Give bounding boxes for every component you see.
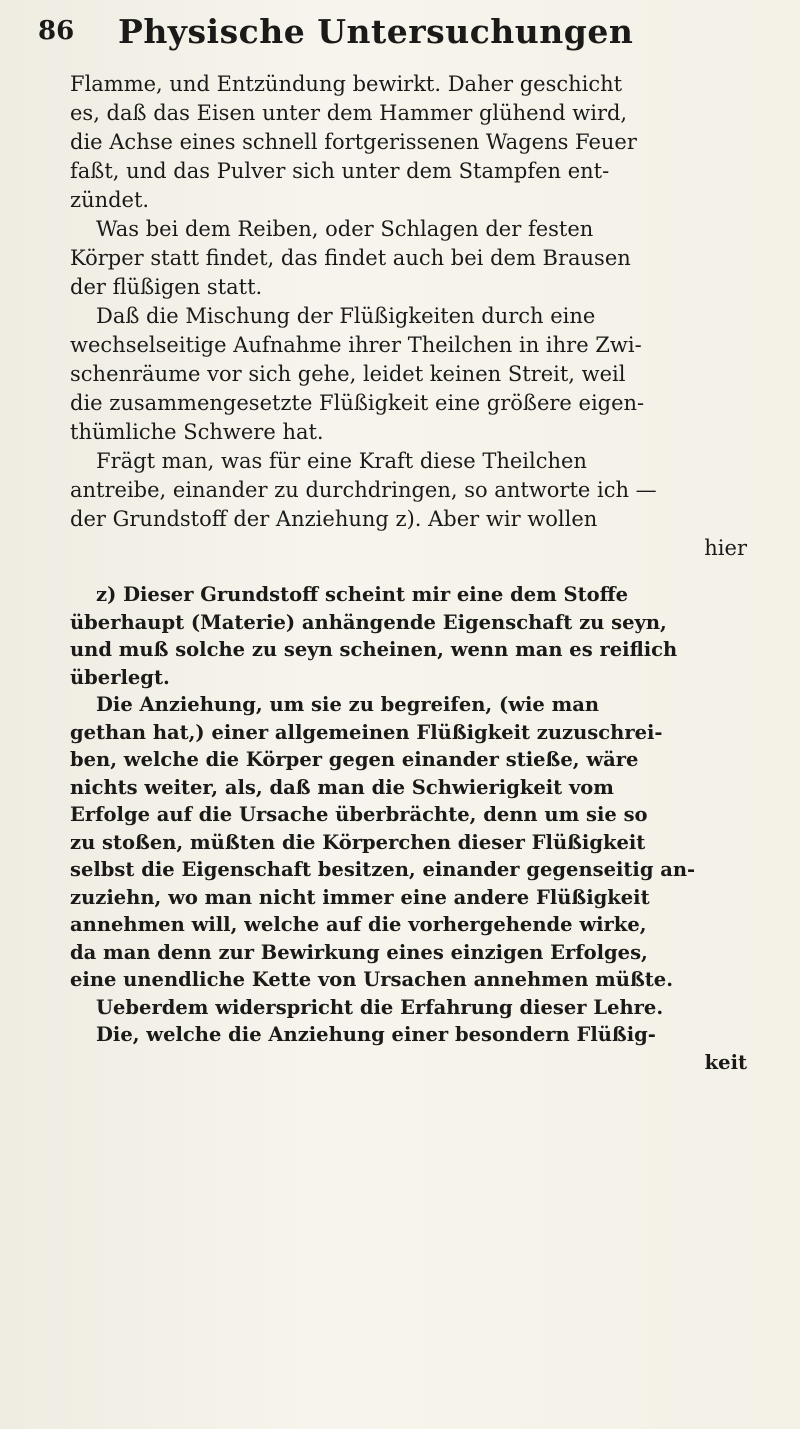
footnote-line: annehmen will, welche auf die vorhergehende wirke, [70,913,647,936]
footnote-line: z) Dieser Grundstoff scheint mir eine dem Stoffe [96,583,629,606]
text-line: Körper statt findet, das findet auch bei dem Brausen [70,246,631,270]
text-line: die Achse eines schnell fortgerissenen Wagens Feuer [70,130,637,154]
text-line: die zusammengesetzte Flüßigkeit eine größere eigen- [70,391,645,415]
footnote-line: Die, welche die Anziehung einer besondern Flüßig- [96,1023,656,1046]
catchword: keit [704,1050,747,1074]
text-line: der Grundstoff der Anziehung z). Aber wir wollen [70,507,598,531]
text-line: zündet. [70,188,150,212]
footnote-line: selbst die Eigenschaft besitzen, einander gegenseitig an- [70,858,696,881]
footnote-line: überhaupt (Materie) anhängende Eigenschaft zu seyn, [70,610,667,634]
footnote-line: überlegt. [70,665,170,689]
footnote-line: ben, welche die Körper gegen einander stieße, wäre [70,748,639,771]
text-line: Daß die Mischung der Flüßigkeiten durch eine [96,304,596,328]
text-line: schenräume vor sich gehe, leidet keinen Streit, weil [70,362,626,386]
footnote-line: da man denn zur Bewirkung eines einzigen Erfolges, [70,940,648,964]
footnote-line: gethan hat,) einer allgemeinen Flüßigkeit zuzuschrei- [70,720,663,744]
footnote-line: nichts weiter, als, daß man die Schwierigkeit vom [70,775,614,799]
footnote-line: und muß solche zu seyn scheinen, wenn man es reiflich [70,638,678,661]
page-body [70,70,755,1076]
page-number: 86 [38,16,75,46]
text-line: Frägt man, was für eine Kraft diese Theilchen [96,449,587,473]
text-line: wechselseitige Aufnahme ihrer Theilchen in ihre Zwi- [70,333,642,357]
text-line: Flamme, und Entzündung bewirkt. Daher geschicht [70,72,623,96]
text-line: thümliche Schwere hat. [70,420,324,444]
running-title: Physische Untersuchungen [118,12,634,51]
footnote-line: Die Anziehung, um sie zu begreifen, (wie man [96,693,600,716]
footnote-line: zuziehn, wo man nicht immer eine andere Flüßigkeit [70,885,650,909]
page-header [38,8,758,58]
footnote-line: eine unendliche Kette von Ursachen annehmen müßte. [70,968,673,991]
text-line: antreibe, einander zu durchdringen, so antworte ich — [70,478,657,502]
footnote-line: Ueberdem widerspricht die Erfahrung dieser Lehre. [96,995,664,1019]
text-line: der flüßigen statt. [70,275,263,299]
footnote-line: zu stoßen, müßten die Körperchen dieser Flüßigkeit [70,830,646,854]
catchword: hier [704,536,747,560]
main-text [70,70,755,563]
text-line: Was bei dem Reiben, oder Schlagen der festen [96,217,594,241]
footnote [70,581,755,1076]
text-line: faßt, und das Pulver sich unter dem Stampfen ent- [70,159,610,183]
footnote-line: Erfolge auf die Ursache überbrächte, denn um sie so [70,803,648,826]
text-line: es, daß das Eisen unter dem Hammer glühend wird, [70,101,628,125]
